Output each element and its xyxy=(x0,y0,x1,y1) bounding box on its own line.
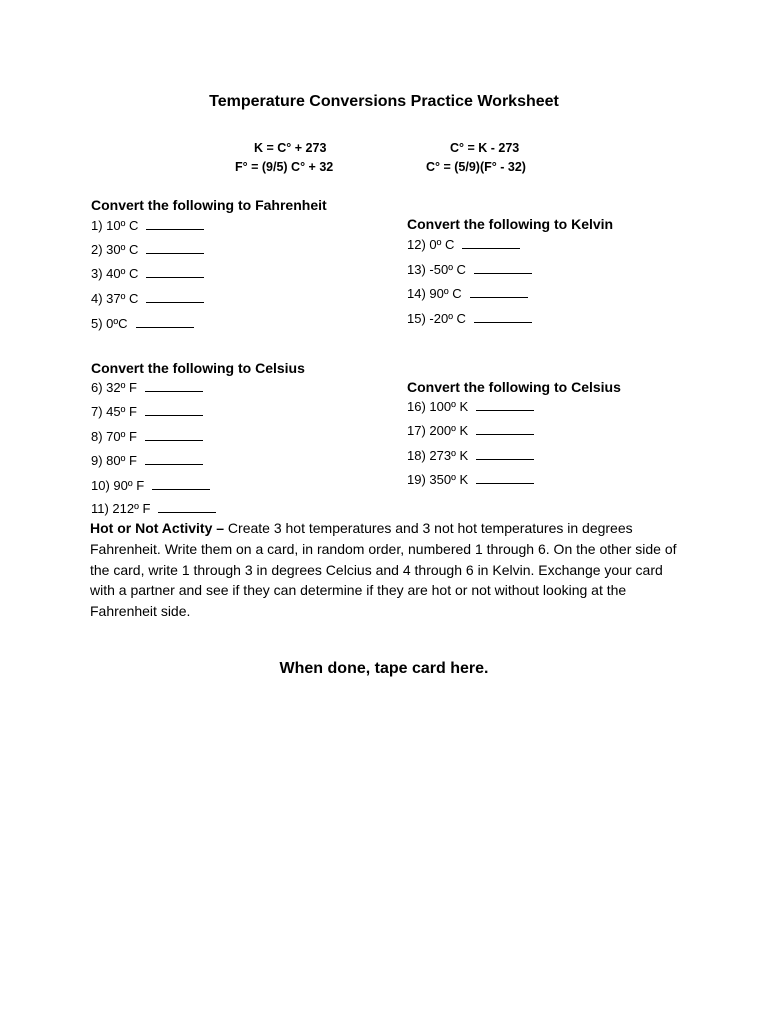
answer-blank[interactable] xyxy=(146,218,204,230)
question-item: 19) 350º K xyxy=(407,472,534,487)
formula-celsius-from-fahrenheit: C° = (5/9)(F° - 32) xyxy=(426,160,526,174)
page-title: Temperature Conversions Practice Worksheet xyxy=(209,93,559,110)
answer-blank[interactable] xyxy=(474,311,532,323)
question-item: 3) 40º C xyxy=(91,266,204,281)
answer-blank[interactable] xyxy=(145,404,203,416)
section-heading-celsius-from-k: Convert the following to Celsius xyxy=(407,379,621,395)
answer-blank[interactable] xyxy=(158,501,216,513)
question-item: 1) 10º C xyxy=(91,218,204,233)
question-item: 18) 273º K xyxy=(407,448,534,463)
answer-blank[interactable] xyxy=(476,448,534,460)
formula-fahrenheit: F° = (9/5) C° + 32 xyxy=(235,160,334,174)
activity-text: Create 3 hot temperatures and 3 not hot temperatures in degrees Fahrenheit. Write them on a card, in random order, numbered 1 through 6. On the other side of the card, write 1 through 3 in degrees Celcius and 4 through 6 in Kelvin. Exchange your card with a partner and see if they can determine if they are hot or not without looking at the Fahrenheit side. xyxy=(90,520,677,620)
question-item: 15) -20º C xyxy=(407,311,532,326)
answer-blank[interactable] xyxy=(462,237,520,249)
answer-blank[interactable] xyxy=(470,286,528,298)
question-item: 12) 0º C xyxy=(407,237,520,252)
section-heading-kelvin: Convert the following to Kelvin xyxy=(407,216,614,232)
answer-blank[interactable] xyxy=(474,262,532,274)
question-item: 8) 70º F xyxy=(91,429,203,444)
section-heading-celsius-from-f: Convert the following to Celsius xyxy=(91,360,305,376)
answer-blank[interactable] xyxy=(145,429,203,441)
answer-blank[interactable] xyxy=(476,472,534,484)
question-item: 14) 90º C xyxy=(407,286,528,301)
formula-kelvin: K = C° + 273 xyxy=(254,141,327,155)
answer-blank[interactable] xyxy=(136,316,194,328)
question-item: 4) 37º C xyxy=(91,291,204,306)
answer-blank[interactable] xyxy=(145,380,203,392)
question-item: 5) 0ºC xyxy=(91,316,194,331)
answer-blank[interactable] xyxy=(145,453,203,465)
question-item: 2) 30º C xyxy=(91,242,204,257)
section-heading-fahrenheit: Convert the following to Fahrenheit xyxy=(91,197,327,213)
formula-celsius-from-kelvin: C° = K - 273 xyxy=(450,141,520,155)
question-item: 16) 100º K xyxy=(407,399,534,414)
activity-paragraph xyxy=(90,518,690,622)
tape-card-instruction: When done, tape card here. xyxy=(279,660,489,677)
answer-blank[interactable] xyxy=(476,423,534,435)
question-item: 10) 90º F xyxy=(91,478,210,493)
question-item: 13) -50º C xyxy=(407,262,532,277)
answer-blank[interactable] xyxy=(146,291,204,303)
question-item: 9) 80º F xyxy=(91,453,203,468)
question-item: 17) 200º K xyxy=(407,423,534,438)
answer-blank[interactable] xyxy=(146,242,204,254)
answer-blank[interactable] xyxy=(476,399,534,411)
question-item: 11) 212º F xyxy=(91,501,216,516)
question-item: 6) 32º F xyxy=(91,380,203,395)
answer-blank[interactable] xyxy=(152,478,210,490)
answer-blank[interactable] xyxy=(146,266,204,278)
question-item: 7) 45º F xyxy=(91,404,203,419)
activity-label: Hot or Not Activity – xyxy=(90,520,225,536)
